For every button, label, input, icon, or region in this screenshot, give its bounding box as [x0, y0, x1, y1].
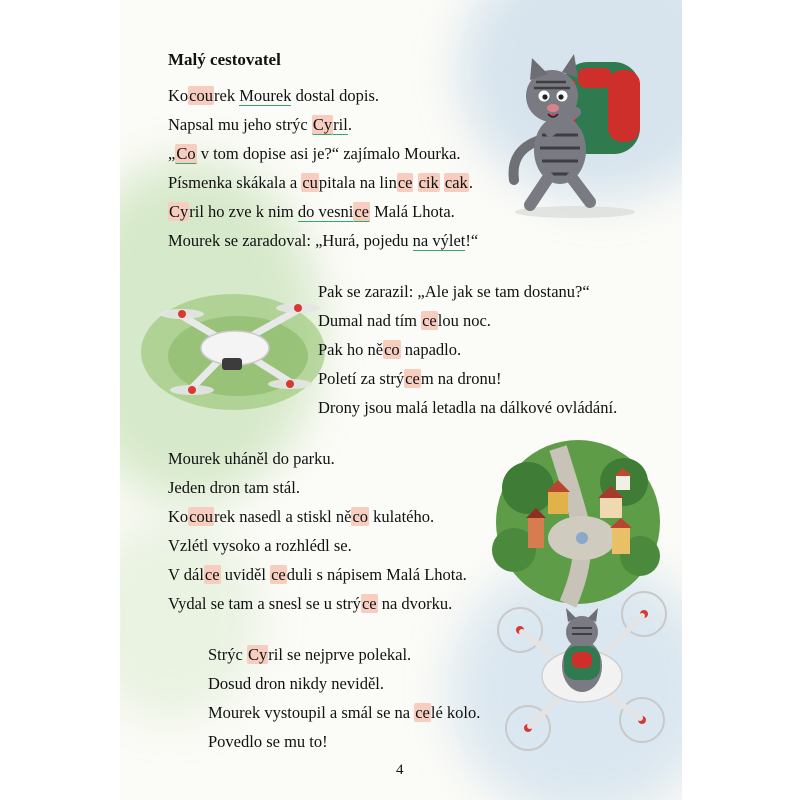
text-line: V dálce uviděl ceduli s nápisem Malá Lhota.	[168, 565, 467, 584]
syllable-highlight: ce	[397, 173, 413, 192]
syllable-highlight: ce	[354, 202, 369, 221]
page-number: 4	[396, 762, 404, 778]
underlined-word: do vesni	[297, 202, 354, 221]
text-line: Pak ho něco napadlo.	[318, 340, 462, 359]
text-line: Písmenka skákala a cupitala na lince cik cak.	[168, 173, 473, 192]
text-line: Cyril ho zve k nim do vesnice Malá Lhota.	[169, 202, 455, 221]
text-line: Poletí za strýcem na dronu!	[318, 369, 502, 388]
text-line: „Co v tom dopise asi je?“ zajímalo Mourka.	[168, 144, 461, 163]
syllable-highlight: Cy	[169, 202, 189, 221]
cat-riding-drone-illustration	[492, 580, 672, 760]
text-line: Pak se zarazil: „Ale jak se tam dostanu?“	[318, 282, 590, 301]
text-line: Vzlétl vysoko a rozhlédl se.	[168, 536, 352, 555]
underlined-word: na výlet	[412, 231, 466, 250]
syllable-highlight: cik	[418, 173, 439, 192]
syllable-highlight: cu	[302, 173, 318, 192]
syllable-highlight: co	[352, 507, 369, 526]
text-line: Napsal mu jeho strýc Cyril.	[168, 115, 352, 134]
syllable-highlight: ce	[415, 703, 430, 722]
syllable-highlight: cak	[444, 173, 468, 192]
text-line: Mourek vystoupil a smál se na celé kolo.	[208, 703, 481, 722]
text-line: Mourek uháněl do parku.	[168, 449, 335, 468]
syllable-highlight: cou	[189, 86, 213, 105]
text-line: Kocourek Mourek dostal dopis.	[168, 86, 379, 105]
text-line: Mourek se zaradoval: „Hurá, pojedu na výlet!“	[168, 231, 479, 250]
syllable-highlight: ce	[271, 565, 286, 584]
drone-on-grass-illustration	[138, 270, 328, 420]
underlined-word: Mourek	[239, 86, 292, 105]
text-line: Strýc Cyril se nejprve polekal.	[208, 645, 412, 664]
text-line: Dumal nad tím celou noc.	[318, 311, 491, 330]
text-line: Dosud dron nikdy neviděl.	[208, 674, 384, 693]
story-title: Malý cestovatel	[168, 50, 281, 69]
syllable-highlight: ce	[405, 369, 420, 388]
cat-with-backpack-illustration	[490, 40, 670, 220]
text-line: Kocourek nasedl a stiskl něco kulatého.	[168, 507, 435, 526]
text-line: Povedlo se mu to!	[208, 732, 328, 751]
syllable-highlight: Cy	[247, 645, 268, 664]
book-page	[120, 0, 682, 800]
text-line: Drony jsou malá letadla na dálkové ovládání.	[318, 398, 618, 417]
syllable-highlight: ce	[361, 594, 377, 613]
syllable-highlight: ce	[204, 565, 220, 584]
syllable-highlight: ce	[422, 311, 437, 330]
syllable-highlight: Co	[176, 144, 196, 163]
syllable-highlight: Cy	[312, 115, 333, 134]
syllable-highlight: cou	[189, 507, 213, 526]
text-line: Jeden dron tam stál.	[168, 478, 300, 497]
text-line: Vydal se tam a snesl se u strýce na dvorku.	[168, 594, 453, 613]
syllable-highlight: co	[384, 340, 400, 359]
